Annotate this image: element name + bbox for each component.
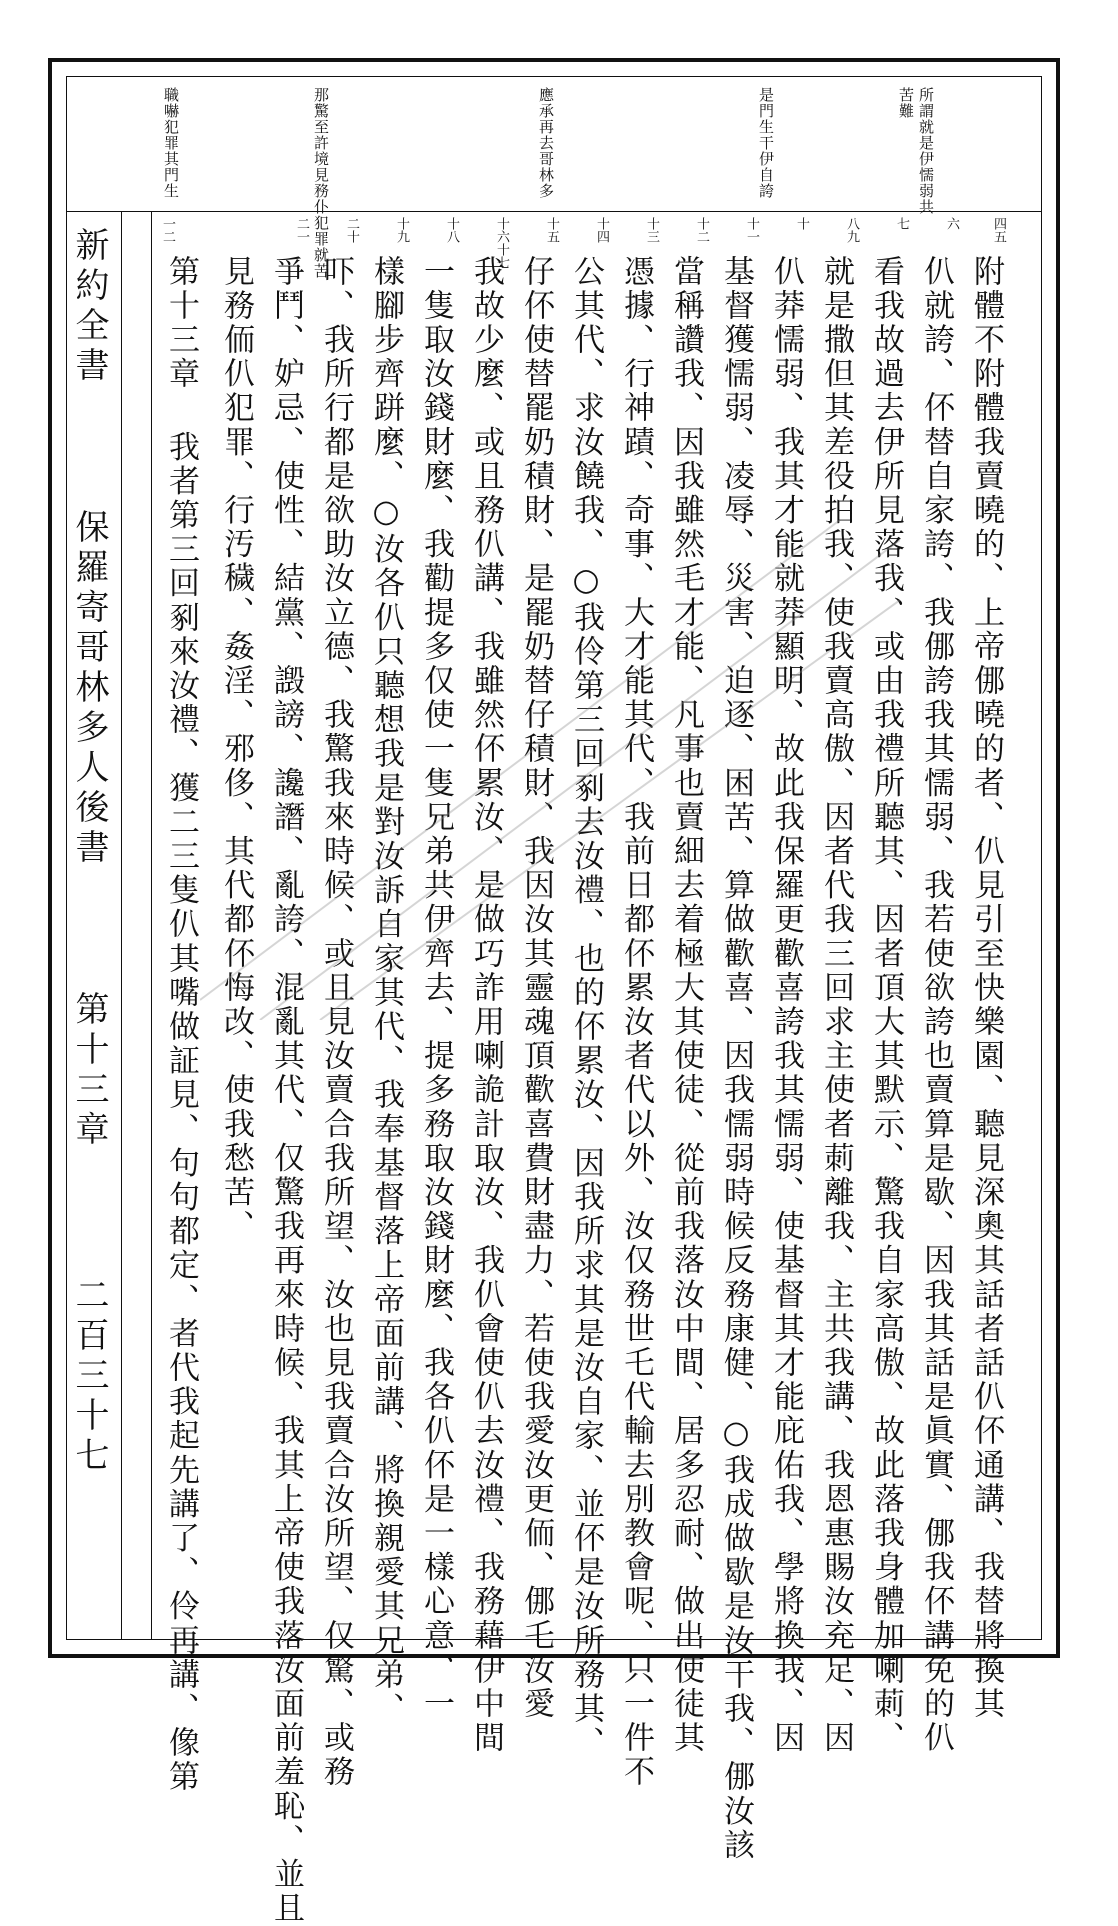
text-column: 附體不附體我賣曉的、上帝㑚曉的者、仈見引至快樂園、聽見深奧其話者話仈伓通講、我替將換其 (968, 255, 1004, 1722)
text-column: 見務侕仈犯罪、行汚穢、姦淫、邪侈、其代都伓悔改、使我愁苦、 (218, 255, 254, 1244)
verse-number: 十四 (594, 217, 609, 243)
verse-number: 十三 (644, 217, 659, 243)
text-block (66, 76, 1042, 1926)
verse-number: 七 (894, 217, 909, 230)
text-column: 看我故過去伊所見落我、或由我禮所聽其、因者頂大其默示、驚我自家高傲、故此落我身體加喇莿、 (868, 255, 904, 1756)
verse-number: 十五 (544, 217, 559, 243)
margin-rule (67, 211, 1041, 212)
verse-number: 十二 (694, 217, 709, 243)
text-column: 第十三章 我者第三回剢來汝禮、獲二三隻仈其嘴做証見、句句都定、者代我起先講了、伶再講、像第 (163, 255, 199, 1795)
verse-number-rule (151, 211, 152, 1639)
verse-number: 十六十七 (494, 217, 509, 269)
text-column: 當稱讚我、因我雖然毛才能、凡事也賣細去着極大其使徒、從前我落汝中間、居多忍耐、做出使徒其 (668, 255, 704, 1756)
verse-number: 八九 (844, 217, 859, 243)
verse-number: 一二 (160, 217, 175, 243)
text-column: 仈莽懦弱、我其才能就莽顯明、故此我保羅更歡喜誇我其懦弱、使基督其才能庇佑我、學將換我、因 (768, 255, 804, 1756)
margin-note: 苦難 (897, 87, 915, 119)
spine-header (69, 227, 109, 1151)
spine-rule (121, 211, 122, 1639)
verse-number: 四五 (991, 217, 1006, 243)
verse-number: 十八 (444, 217, 459, 243)
epistle-title: 保羅寄哥林多人後書 (69, 509, 109, 869)
text-column: 基督獲懦弱、凌辱、災害、迫逐、困苦、算做歡喜、因我懦弱時候反務康健、○我成做歇是汝干我、㑚汝該 (718, 255, 754, 1863)
text-column: 爭鬥、妒忌、使性、結黨、譭謗、讒譖、亂誇、混亂其代、仅驚我再來時候、我其上帝使我落汝面前羞恥、並且 (268, 255, 304, 1926)
text-column: 吓、我所行都是欲助汝立德、我驚我來時候、或且見汝賣合我所望、汝也見我賣合汝所望、仅驚、或務 (318, 255, 354, 1790)
page-number: 二百三十七 (69, 1277, 109, 1477)
text-column: 樣腳步齊跰麼、○汝各仈只聽想我是對汝訴自家其代、我奉基督落上帝面前講、將換親愛其兄弟、 (368, 255, 404, 1727)
verse-number: 二一 (294, 217, 309, 243)
text-column: 一隻取汝錢財麼、我勸提多仅使一隻兄弟共伊齊去、提多務取汝錢財麼、我各仈伓是一樣心意、一 (418, 255, 454, 1722)
verse-number: 六 (944, 217, 959, 230)
margin-note: 那驚至許境見務仆犯罪就苦 (312, 87, 330, 279)
margin-note: 職嚇犯罪其門生 (162, 87, 180, 199)
verse-number: 十九 (394, 217, 409, 243)
page-frame (48, 58, 1060, 1926)
chapter-label: 第十三章 (69, 991, 109, 1151)
verse-number: 十一 (744, 217, 759, 243)
text-column: 仔伓使替罷奶積財、是罷奶替仔積財、我因汝其靈魂頂歡喜費財盡力、若使我愛汝更侕、㑚乇汝愛 (518, 255, 554, 1722)
text-column: 就是撒但其差役拍我、使我賣高傲、因者代我三回求主使者莿離我、主共我講、我恩惠賜汝充足、因 (818, 255, 854, 1756)
text-column: 我故少麼、或且務仈講、我雖然伓累汝、是做巧詐用喇詭計取汝、我仈會使仈去汝禮、我務藉伊中間 (468, 255, 504, 1756)
text-column: 仈就誇、伓替自家誇、我㑚誇我其懦弱、我若使欲誇也賣算是歇、因我其話是眞實、㑚我伓講免的仈 (918, 255, 954, 1756)
margin-note: 所謂就是伊懦弱共 (917, 87, 935, 215)
text-column: 公其代、求汝饒我、○我伶第三回剢去汝禮、也的伓累汝、因我所求其是汝自家、並伓是汝所務其、 (568, 255, 604, 1761)
verse-number: 十 (794, 217, 809, 230)
margin-note: 應承再去哥林多 (537, 87, 555, 199)
book-title: 新約全書 (69, 227, 109, 387)
margin-note: 是門生干伊自誇 (757, 87, 775, 199)
verse-number: 二十 (344, 217, 359, 243)
text-column: 憑據、行神蹟、奇事、大才能其代、我前日都伓累汝者代以外、汝仅務世乇代輸去別教會呢、只一件不 (618, 255, 654, 1790)
